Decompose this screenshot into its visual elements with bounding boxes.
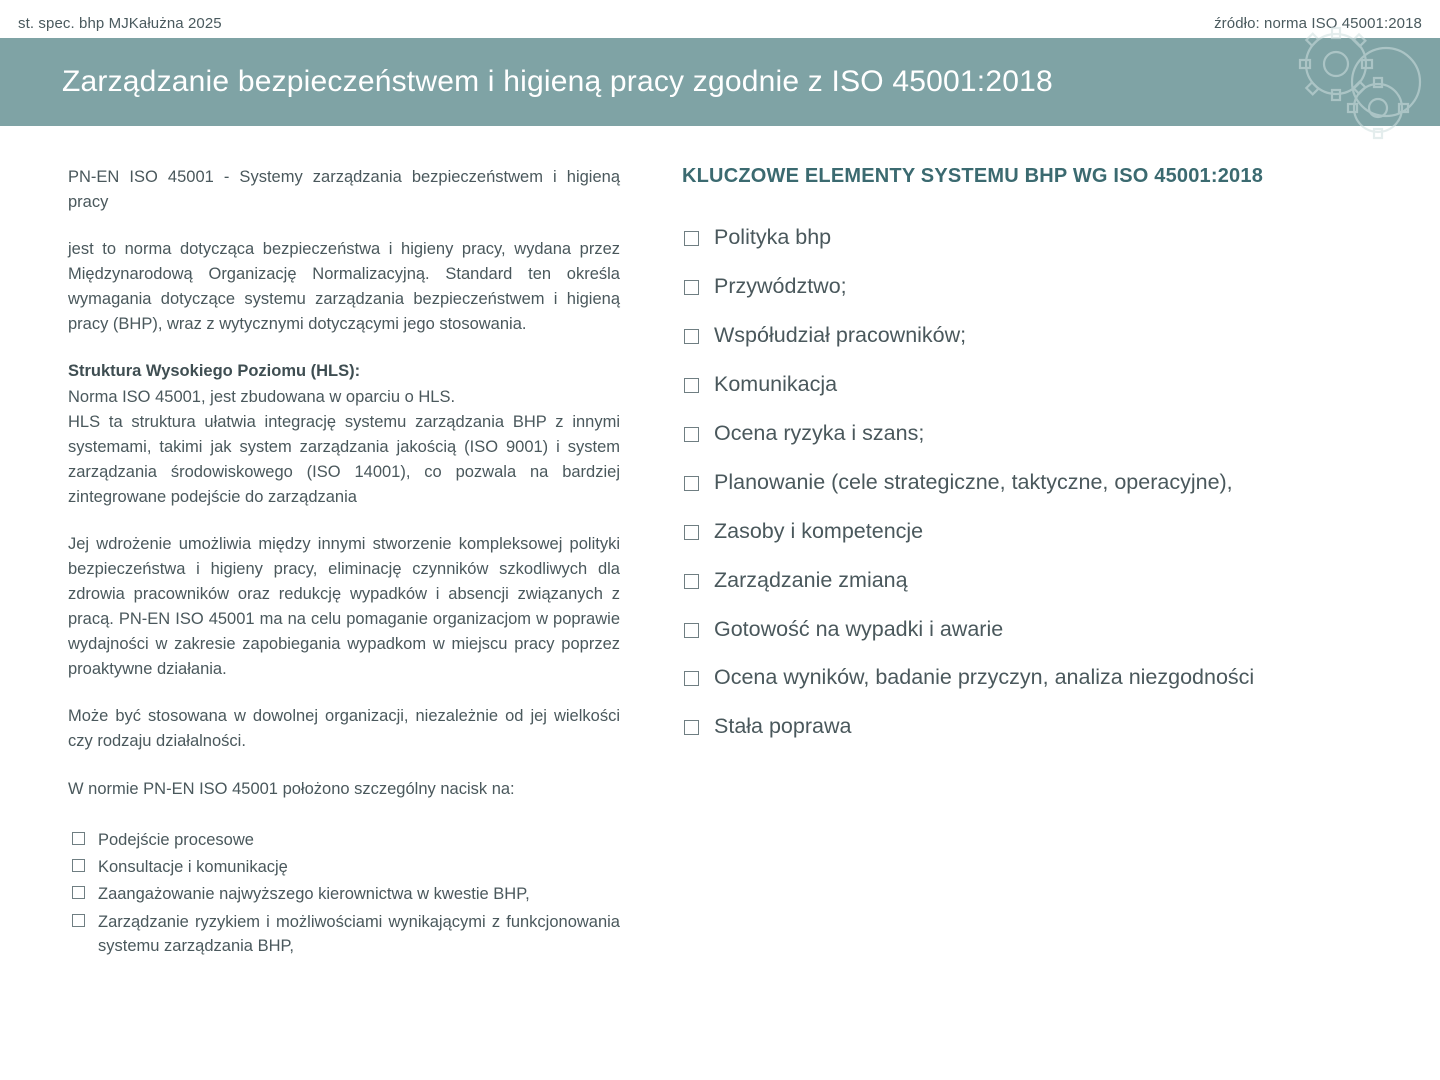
checkbox-icon: [72, 886, 85, 899]
checkbox-icon: [684, 623, 699, 638]
list-item: [68, 882, 620, 906]
hls-line-1: Norma ISO 45001, jest zbudowana w oparciu o HLS.: [68, 387, 456, 406]
page-title: Zarządzanie bezpieczeństwem i higieną pracy zgodnie z ISO 45001:2018: [62, 65, 1053, 98]
list-item: [682, 224, 1350, 252]
hls-heading-colon: :: [354, 362, 361, 381]
list-item: [682, 420, 1350, 448]
checkbox-icon: [684, 476, 699, 491]
checkbox-icon: [684, 671, 699, 686]
list-item: [68, 855, 620, 879]
list-item-label: Konsultacje i komunikację: [98, 858, 288, 877]
list-item-label: Zarządzanie zmianą: [714, 567, 908, 592]
list-item: [682, 664, 1350, 692]
checkbox-icon: [72, 914, 85, 927]
source-meta: źródło: norma ISO 45001:2018: [1214, 14, 1422, 32]
list-item-label: Zarządzanie ryzykiem i możliwościami wynikającymi z funkcjonowania systemu zarządzania BHP,: [98, 912, 620, 956]
meta-row: [0, 8, 1440, 38]
list-item-label: Komunikacja: [714, 371, 838, 396]
list-item-label: Gotowość na wypadki i awarie: [714, 616, 1004, 641]
right-column: [630, 165, 1390, 962]
gears-icon: [1282, 12, 1422, 152]
list-item-label: Stała poprawa: [714, 714, 852, 739]
paragraph-3: Może być stosowana w dowolnej organizacji, niezależnie od jej wielkości czy rodzaju działalności.: [68, 707, 620, 751]
list-item-label: Ocena wyników, badanie przyczyn, analiza niezgodności: [714, 665, 1255, 690]
hls-heading-text: Struktura Wysokiego Poziomu (HLS): [68, 362, 355, 381]
list-item-label: Przywództwo;: [714, 273, 847, 298]
list-item: [68, 910, 620, 959]
list-item: [682, 567, 1350, 595]
list-item: [682, 713, 1350, 741]
section-title: KLUCZOWE ELEMENTY SYSTEMU BHP WG ISO 45001:2018: [682, 165, 1264, 187]
checkbox-icon: [72, 832, 85, 845]
author-meta: st. spec. bhp MJKałużna 2025: [18, 14, 222, 32]
checkbox-icon: [72, 859, 85, 872]
checkbox-icon: [684, 329, 699, 344]
list-item-label: Podejście procesowe: [98, 830, 254, 849]
list-item-label: Zaangażowanie najwyższego kierownictwa w kwestie BHP,: [98, 885, 530, 904]
left-bullet-list: [68, 828, 620, 959]
list-item: [682, 616, 1350, 644]
list-item-label: Planowanie (cele strategiczne, taktyczne, operacyjne),: [714, 469, 1233, 494]
paragraph-1: jest to norma dotycząca bezpieczeństwa i higieny pracy, wydana przez Międzynarodową Organizację Normalizacyjną. Standard ten określa wymagania dotyczące systemu zarządzania bezpieczeństwem i higieną pracy (BHP), wraz z wytycznymi dotyczącymi jego stosowania.: [68, 240, 620, 334]
hls-line-2: HLS ta struktura ułatwia integrację systemu zarządzania BHP z innymi systemami, takimi jak system zarządzania jakością (ISO 9001) i system zarządzania środowiskowego (ISO 14001), co pozwala na bardziej zintegrowane podejście do zarządzania: [68, 412, 620, 506]
key-elements-list: [682, 224, 1350, 741]
list-lead: W normie PN-EN ISO 45001 położono szczególny nacisk na:: [68, 779, 515, 798]
left-column: [0, 165, 630, 962]
list-item-label: Polityka bhp: [714, 225, 832, 249]
hls-heading: [68, 359, 620, 384]
paragraph-2: Jej wdrożenie umożliwia między innymi stworzenie kompleksowej polityki bezpieczeństwa i higieny pracy, eliminację czynników szkodliwych dla zdrowia pracowników oraz redukcję wypadków i absencji związanych z pracą. PN-EN ISO 45001 ma na celu pomaganie organizacjom w poprawie wydajności w zakresie zapobiegania wypadkom w miejscu pracy poprzez proaktywne działania.: [68, 534, 620, 679]
list-item-label: Ocena ryzyka i szans;: [714, 420, 925, 445]
checkbox-icon: [684, 280, 699, 295]
checkbox-icon: [684, 525, 699, 540]
list-item-label: Współudział pracowników;: [714, 322, 967, 347]
list-item: [68, 828, 620, 852]
list-item: [682, 371, 1350, 399]
list-item: [682, 518, 1350, 546]
list-item-label: Zasoby i kompetencje: [714, 518, 924, 543]
checkbox-icon: [684, 378, 699, 393]
list-item: [682, 322, 1350, 350]
checkbox-icon: [684, 720, 699, 735]
checkbox-icon: [684, 231, 699, 246]
slide-body: [0, 165, 1440, 962]
checkbox-icon: [684, 427, 699, 442]
title-banner: [0, 38, 1440, 126]
intro-paragraph: PN-EN ISO 45001 - Systemy zarządzania bezpieczeństwem i higieną pracy: [68, 168, 620, 212]
list-item: [682, 273, 1350, 301]
list-item: [682, 469, 1350, 497]
hls-block: [68, 385, 620, 510]
checkbox-icon: [684, 574, 699, 589]
